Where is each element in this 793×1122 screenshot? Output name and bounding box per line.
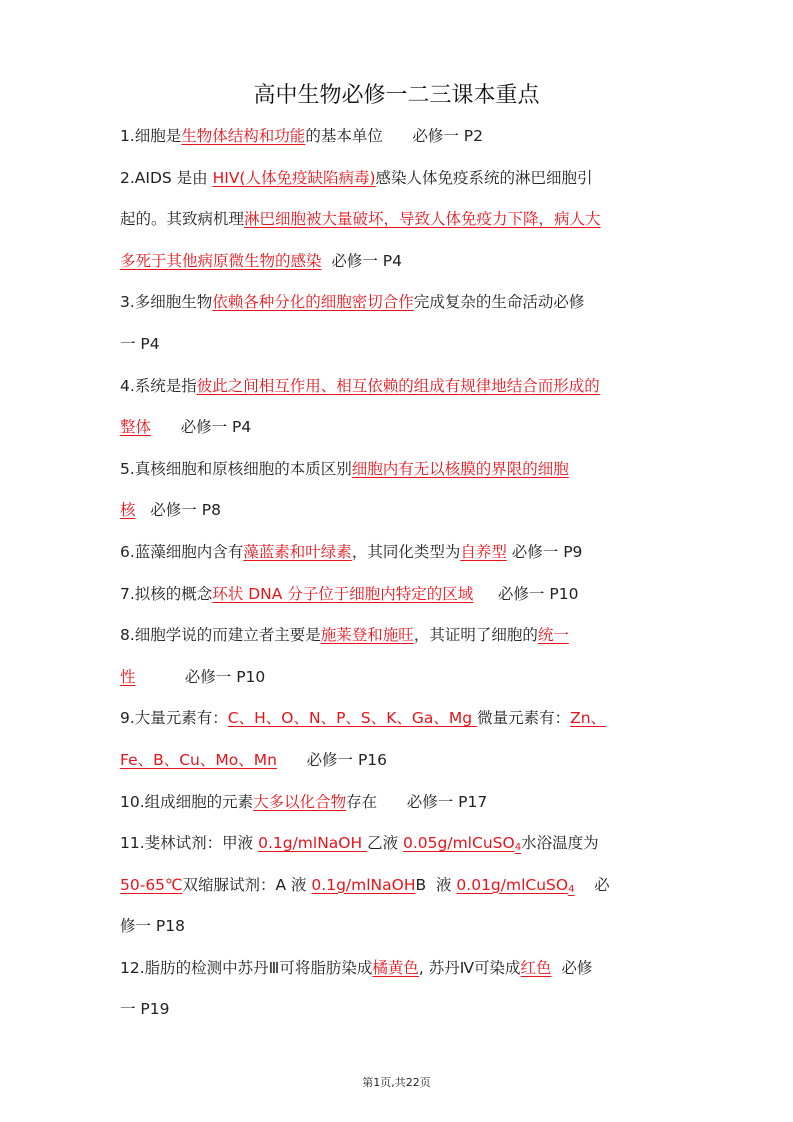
page-footer: 第1页,共22页 [362, 1076, 431, 1089]
text: 6.蓝藻细胞内含有 [120, 542, 244, 561]
highlighted-text: 彼此之间相互作用、相互依赖的组成有规律地结合而形成的 [196, 376, 600, 395]
text: 9.大量元素有： [120, 709, 228, 728]
text: 一 P4 [120, 334, 160, 353]
key-point-item [120, 116, 700, 158]
key-point-item [120, 574, 700, 616]
highlighted-text: 红色 [520, 958, 552, 977]
highlighted-text: 多死于其他病原微生物的感染 [120, 251, 322, 270]
highlighted-text: Zn、 [570, 709, 607, 728]
highlighted-text: C、H、O、N、P、S、K、Ga、Mg [227, 709, 478, 728]
text: ，其证明了细胞的 [413, 626, 538, 645]
text: 3.多细胞生物 [120, 293, 213, 312]
text: 必修一 P4 [321, 251, 403, 270]
highlighted-text: 橘黄色 [372, 958, 419, 977]
text: 必修一 P9 [506, 542, 583, 561]
key-point-item [120, 532, 700, 574]
text: ，其同化类型为 [351, 542, 461, 561]
document-title: 高中生物必修一二三课本重点 [253, 83, 540, 108]
highlighted-text: 细胞内有无以核膜的界限的细胞 [351, 459, 569, 478]
highlighted-text: 0.01g/mlCuSO [456, 875, 569, 894]
highlighted-text: HIV(人体免疫缺陷病毒) [212, 168, 376, 187]
text: 修一 P18 [120, 917, 185, 936]
text: 乙液 [367, 834, 404, 853]
highlighted-text: 统一 [537, 626, 569, 645]
text: 5.真核细胞和原核细胞的本质区别 [120, 459, 352, 478]
highlighted-text: 4 [568, 883, 575, 895]
text: 12.脂肪的检测中苏丹Ⅲ可将脂肪染成 [120, 958, 373, 977]
text: 完成复杂的生命活动必修 [413, 293, 585, 312]
highlighted-text: 0.05g/mlCuSO [403, 834, 515, 853]
key-point-item [120, 698, 700, 781]
highlighted-text: 生物体结构和功能 [181, 127, 306, 145]
key-point-item [120, 782, 700, 824]
text: 8.细胞学说的而建立者主要是 [120, 626, 321, 645]
text: 必修一 P4 [151, 418, 252, 437]
document-body [120, 116, 700, 1031]
text: 起的。其致病机理 [120, 210, 245, 229]
text: 10.组成细胞的元素 [120, 792, 254, 811]
text: 双缩脲试剂：A 液 [182, 875, 312, 894]
key-point-item [120, 948, 700, 1031]
highlighted-text: 淋巴细胞被大量破坏，导致人体免疫力下降，病人大 [244, 210, 601, 229]
text: 1.细胞是 [120, 127, 182, 145]
text: 4.系统是指 [120, 376, 197, 395]
key-point-item [120, 282, 700, 365]
text: 必 [574, 875, 610, 894]
highlighted-text: 依赖各种分化的细胞密切合作 [212, 293, 414, 312]
text: 必修一 P8 [135, 501, 221, 520]
key-point-item [120, 366, 700, 449]
highlighted-text: 0.1g/mlNaOH [311, 875, 416, 894]
highlighted-text: 施莱登和施旺 [320, 626, 414, 645]
text: 2.AIDS 是由 [120, 168, 213, 187]
text: 的基本单位 必修一 P2 [305, 127, 484, 145]
text: 感染人体免疫系统的淋巴细胞引 [375, 168, 593, 187]
text: , 苏丹Ⅳ可染成 [418, 958, 521, 977]
highlighted-text: 自养型 [460, 542, 507, 561]
text: B 液 [415, 875, 457, 894]
key-point-item [120, 449, 700, 532]
key-point-item [120, 158, 700, 283]
text: 水浴温度为 [521, 834, 599, 853]
highlighted-text: 50-65℃ [120, 875, 183, 894]
highlighted-text: Fe、B、Cu、Mo、Mn [120, 750, 277, 769]
highlighted-text: 大多以化合物 [253, 792, 347, 811]
highlighted-text: 0.1g/mlNaOH [258, 834, 368, 853]
text: 必修一 P10 [135, 667, 266, 686]
text: 必修 [551, 958, 593, 977]
highlighted-text: 环状 DNA 分子位于细胞内特定的区域 [212, 584, 474, 603]
highlighted-text: 性 [120, 667, 136, 686]
text: 必修一 P10 [473, 584, 579, 603]
highlighted-text: 4 [514, 842, 522, 854]
key-point-item [120, 615, 700, 698]
text: 一 P19 [120, 1000, 170, 1019]
highlighted-text: 藻蓝素和叶绿素 [243, 542, 352, 561]
text: 存在 必修一 P17 [346, 792, 488, 811]
text: 11.斐林试剂：甲液 [120, 834, 259, 853]
highlighted-text: 核 [120, 501, 136, 520]
text: 必修一 P16 [276, 750, 388, 769]
text: 7.拟核的概念 [120, 584, 213, 603]
text: 微量元素有： [477, 709, 571, 728]
highlighted-text: 整体 [120, 418, 152, 437]
key-point-item [120, 823, 700, 948]
